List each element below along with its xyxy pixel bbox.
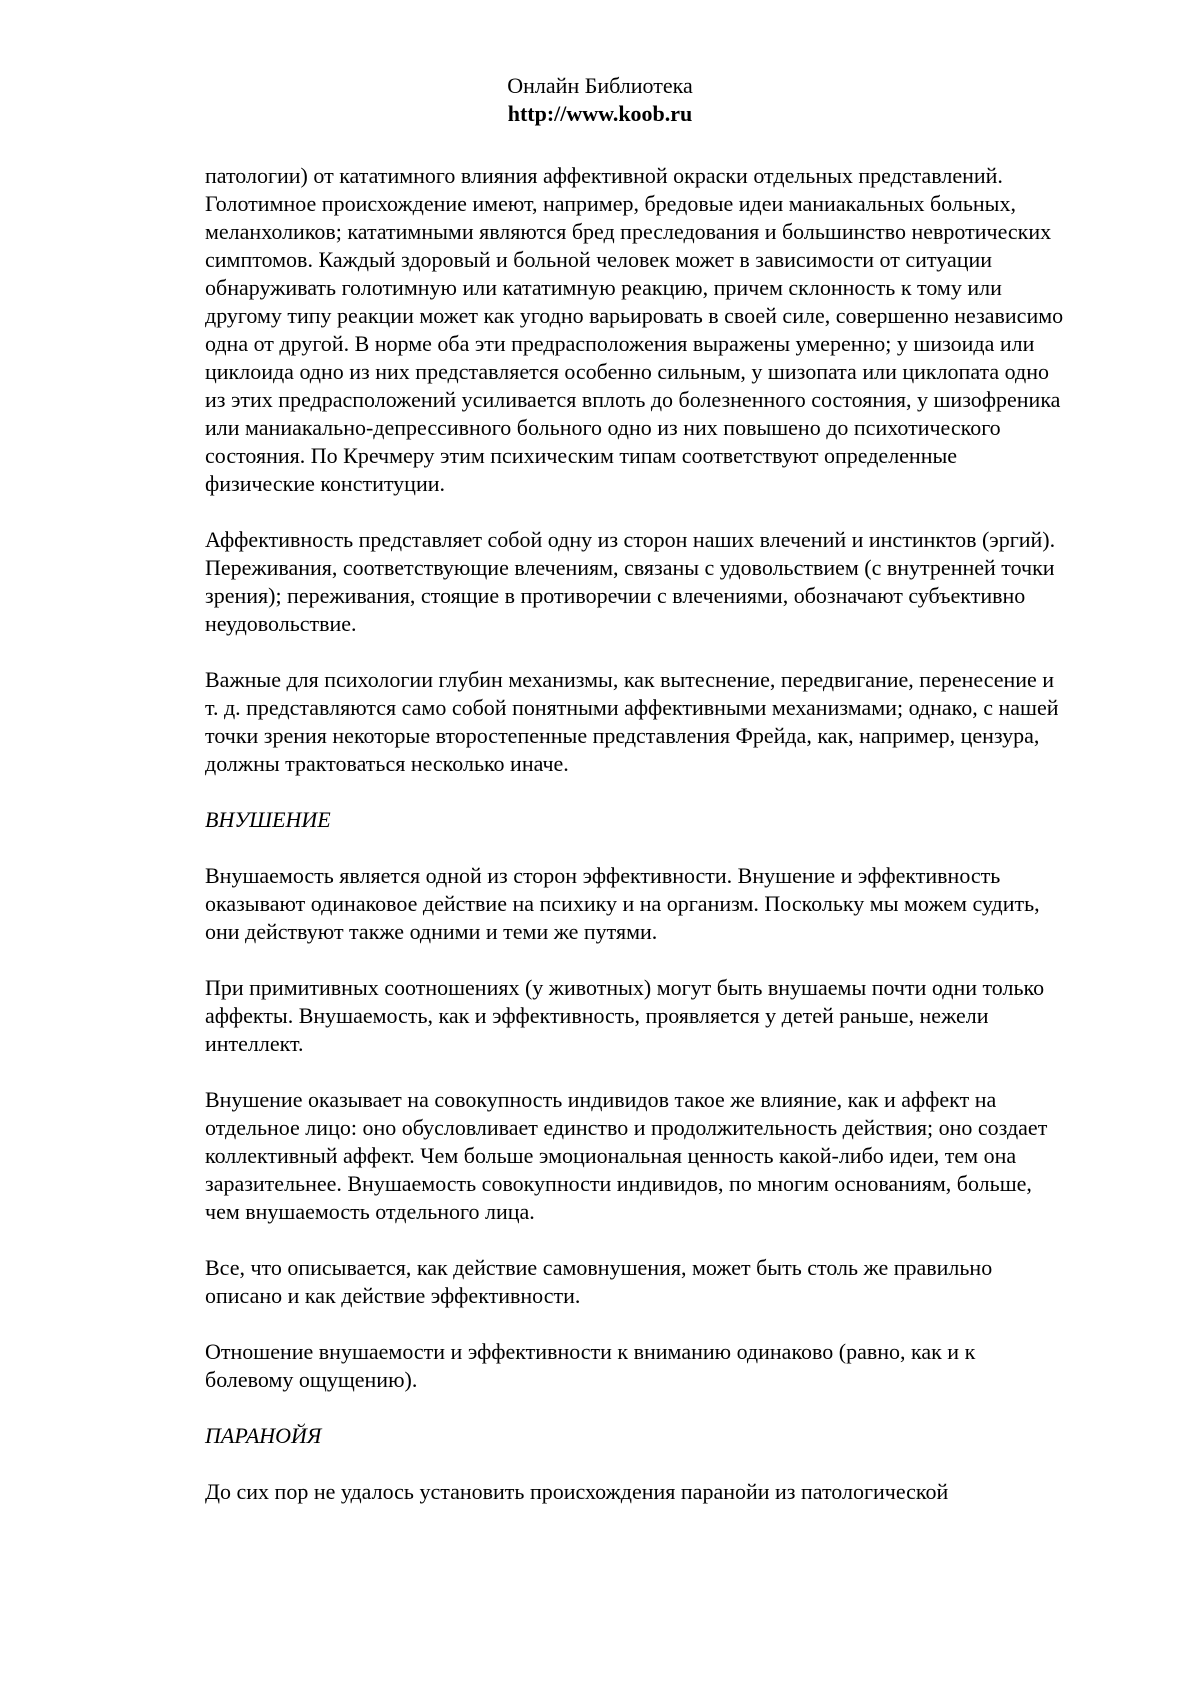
page-header [0,72,1200,128]
paragraph: Внушение оказывает на совокупность индивидов такое же влияние, как и аффект на отдельное лицо: оно обусловливает единство и продолжительность действия; оно создает коллективный аффект. Чем больше эмоциональная ценность какой-либо идеи, тем она заразительнее. Внушаемость совокупности индивидов, по многим основаниям, больше, чем внушаемость отдельного лица. [205,1087,1048,1224]
paragraph: При примитивных соотношениях (у животных) могут быть внушаемы почти одни только аффекты. Внушаемость, как и эффективность, проявляется у детей раньше, нежели интеллект. [205,975,1045,1056]
paragraph: патологии) от кататимного влияния аффективной окраски отдельных представлений. Голотимное происхождение имеют, например, бредовые идеи маниакальных больных, меланхоликов; кататимными являются бред преследования и большинство невротических симптомов. Каждый здоровый и больной человек может в зависимости от ситуации обнаруживать голотимную или кататимную реакцию, причем склонность к тому или другому типу реакции может как угодно варьировать в своей силе, совершенно независимо одна от другой. В норме оба эти предрасположения выражены умеренно; у шизоида или циклоида одно из них представляется особенно сильным, у шизопата или циклопата одно из этих предрасположений усиливается вплоть до болезненного состояния, у шизофреника или маниакально-депрессивного больного одно из них повышено до психотического состояния. По Кречмеру этим психическим типам соответствуют определенные физические конституции. [205,163,1064,496]
document-body [205,162,1065,1506]
library-url: http://www.koob.ru [507,101,693,126]
paragraph: До сих пор не удалось установить происхождения паранойи из патологической [205,1479,949,1504]
paragraph: Отношение внушаемости и эффективности к вниманию одинаково (равно, как и к болевому ощущению). [205,1339,976,1392]
section-heading: ВНУШЕНИЕ [205,807,331,832]
library-name: Онлайн Библиотека [507,73,693,98]
paragraph: Все, что описывается, как действие самовнушения, может быть столь же правильно описано и как действие эффективности. [205,1255,993,1308]
section-heading: ПАРАНОЙЯ [205,1423,322,1448]
paragraph: Внушаемость является одной из сторон эффективности. Внушение и эффективность оказывают одинаковое действие на психику и на организм. Поскольку мы можем судить, они действуют также одними и теми же путями. [205,863,1040,944]
paragraph: Аффективность представляет собой одну из сторон наших влечений и инстинктов (эргий). Переживания, соответствующие влечениям, связаны с удовольствием (с внутренней точки зрения); переживания, стоящие в противоречии с влечениями, обозначают субъективно неудовольствие. [205,527,1056,636]
paragraph: Важные для психологии глубин механизмы, как вытеснение, передвигание, перенесение и т. д. представляются само собой понятными аффективными механизмами; однако, с нашей точки зрения некоторые второстепенные представления Фрейда, как, например, цензура, должны трактоваться несколько иначе. [205,667,1059,776]
